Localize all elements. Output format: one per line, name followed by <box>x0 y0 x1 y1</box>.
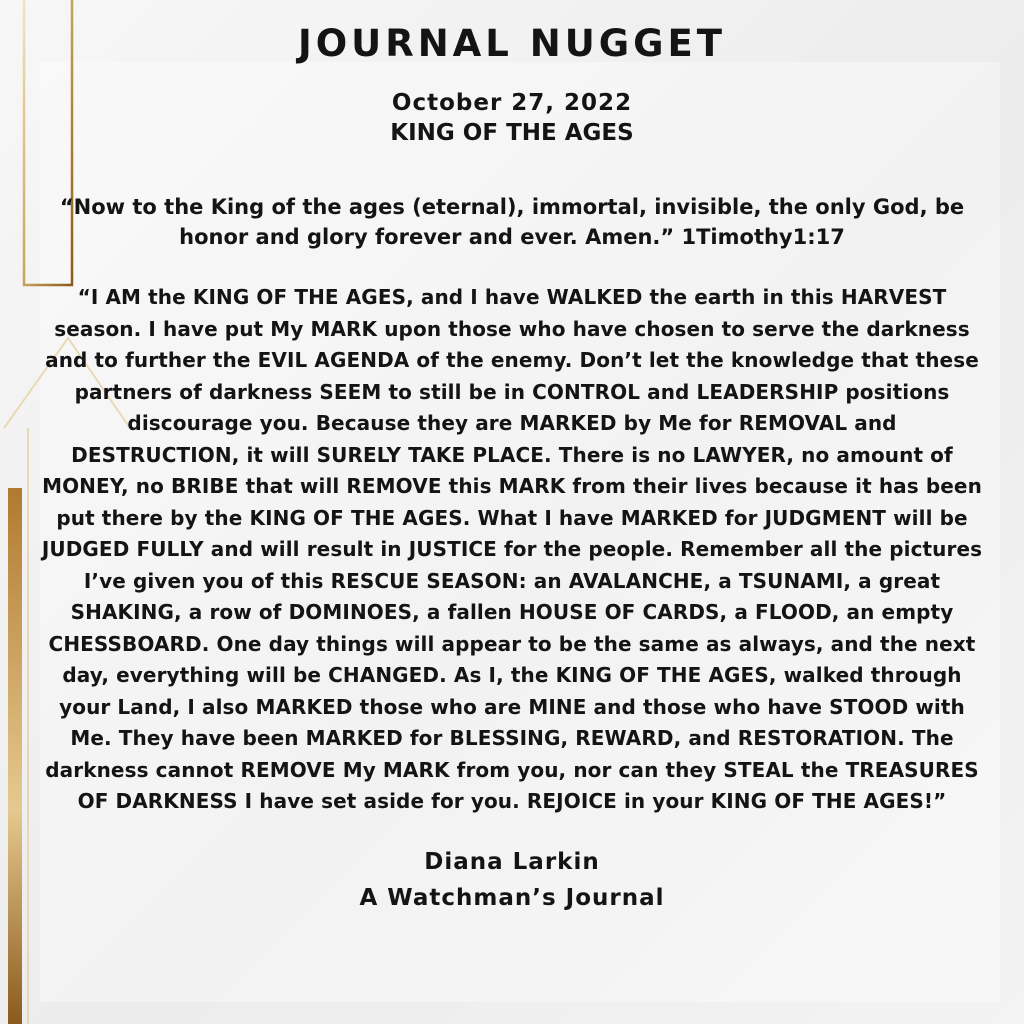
author-name: Diana Larkin <box>424 848 600 875</box>
journal-name: A Watchman’s Journal <box>359 884 665 911</box>
entry-date: October 27, 2022 <box>391 90 633 116</box>
entry-heading: KING OF THE AGES <box>390 120 634 146</box>
journal-content <box>40 22 984 916</box>
page-title: JOURNAL NUGGET <box>297 22 727 65</box>
gold-bar-bottom <box>8 488 22 1024</box>
scripture-verse: “Now to the King of the ages (eternal), immortal, invisible, the only God, be honor and glory forever and ever. Amen.” 1Timothy1:17 <box>59 195 965 249</box>
prophetic-message: “I AM the KING OF THE AGES, and I have WALKED the earth in this HARVEST season. I have put My MARK upon those who have chosen to serve the darkness and to further the EVIL AGENDA of the enemy. Don’t let the knowledge that these partners of darkness SEEM to still be in CONTROL and LEADERSHIP positions discourage you. Because they are MARKED by Me for REMOVAL and DESTRUCTION, it will SURELY TAKE PLACE. There is no LAWYER, no amount of MONEY, no BRIBE that will REMOVE this MARK from their lives because it has been put there by the KING OF THE AGES. What I have MARKED for JUDGMENT will be JUDGED FULLY and will result in JUSTICE for the people. Remember all the pictures I’ve given you of this RESCUE SEASON: an AVALANCHE, a TSUNAMI, a great SHAKING, a row of DOMINOES, a fallen HOUSE OF CARDS, a FLOOD, an empty CHESSBOARD. One day things will appear to be the same as always, and the next day, everything will be CHANGED. As I, the KING OF THE AGES, walked through your Land, I also MARKED those who are MINE and those who have STOOD with Me. They have been MARKED for BLESSING, REWARD, and RESTORATION. The darkness cannot REMOVE My MARK from you, nor can they STEAL the TREASURES OF DARKNESS I have set aside for you. REJOICE in your KING OF THE AGES!” <box>41 285 983 813</box>
